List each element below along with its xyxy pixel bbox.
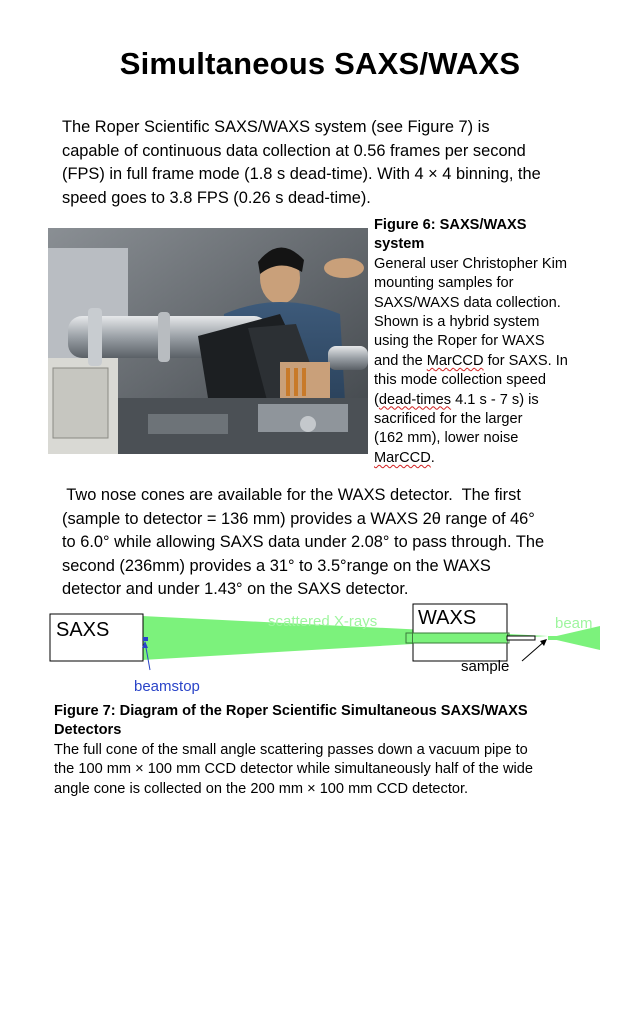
- intro-line: The Roper Scientific SAXS/WAXS system (see Figure 7) is: [62, 118, 490, 136]
- figure7-title-line: Figure 7: Diagram of the Roper Scientific Simultaneous SAXS/WAXS: [54, 703, 528, 719]
- figure6-caption-line: and the MarCCD for SAXS. In: [374, 352, 568, 369]
- figure6-caption-line: SAXS/WAXS data collection.: [374, 294, 561, 311]
- intro-line: speed goes to 3.8 FPS (0.26 s dead-time).: [62, 188, 371, 207]
- figure6-caption: [374, 216, 614, 468]
- figure6-caption-line: (162 mm), lower noise: [374, 430, 519, 447]
- beamstop-label: beamstop: [134, 678, 200, 695]
- intro-paragraph: [62, 116, 612, 210]
- figure6-caption-line: sacrificed for the larger: [374, 411, 523, 428]
- saxs-label: SAXS: [56, 619, 110, 641]
- figure6-caption-line: Shown is a hybrid system: [374, 314, 540, 331]
- figure6-caption-line: this mode collection speed: [374, 372, 546, 389]
- nose-line: to 6.0° while allowing SAXS data under 2.08° to pass through. The: [62, 533, 545, 551]
- figure7-caption-line: the 100 mm × 100 mm CCD detector while simultaneously half of the wide: [54, 761, 533, 778]
- scattered-xrays-label: scattered X-rays: [268, 613, 378, 630]
- figure6-caption-title: system: [374, 236, 425, 253]
- beamstop-mark: [143, 637, 148, 641]
- figure7-caption-line: The full cone of the small angle scattering passes down a vacuum pipe to: [54, 742, 528, 758]
- figure6-caption-line: using the Roper for WAXS: [374, 333, 545, 350]
- intro-line: (FPS) in full frame mode (1.8 s dead-time). With 4 × 4 binning, the: [62, 165, 541, 183]
- figure6-caption-line: General user Christopher Kim: [374, 255, 568, 272]
- nose-line: second (236mm) provides a 31° to 3.5°range on the WAXS: [62, 556, 491, 575]
- nose-line: Two nose cones are available for the WAXS detector. The first: [62, 486, 521, 504]
- beam-label: beam: [555, 615, 593, 632]
- sample-label: sample: [461, 658, 510, 675]
- beam-line: [548, 636, 600, 640]
- figure7-title-line: Detectors: [54, 722, 122, 739]
- figure7-title: [54, 702, 614, 741]
- nose-line: detector and under 1.43° on the SAXS detector.: [62, 580, 409, 598]
- nose-cones-paragraph: [62, 484, 612, 602]
- figure6-caption-line: (dead-times 4.1 s - 7 s) is: [374, 391, 539, 408]
- figure6-caption-line: MarCCD.: [374, 449, 435, 466]
- waxs-label: WAXS: [418, 607, 477, 629]
- figure6-photo: [48, 228, 368, 454]
- sample-holder: [507, 636, 535, 640]
- waxs-half-cone: [413, 633, 507, 643]
- figure6-caption-title: Figure 6: SAXS/WAXS: [374, 217, 527, 233]
- intro-line: capable of continuous data collection at 0.56 frames per second: [62, 141, 526, 160]
- figure7-caption: [54, 741, 614, 799]
- nose-line: (sample to detector = 136 mm) provides a WAXS 2θ range of 46°: [62, 509, 535, 528]
- saxs-waxs-diagram: [0, 598, 640, 698]
- figure7-caption-line: angle cone is collected on the 200 mm × 100 mm CCD detector.: [54, 780, 469, 797]
- page-title: Simultaneous SAXS/WAXS: [119, 46, 521, 81]
- figure6-caption-line: mounting samples for: [374, 275, 514, 292]
